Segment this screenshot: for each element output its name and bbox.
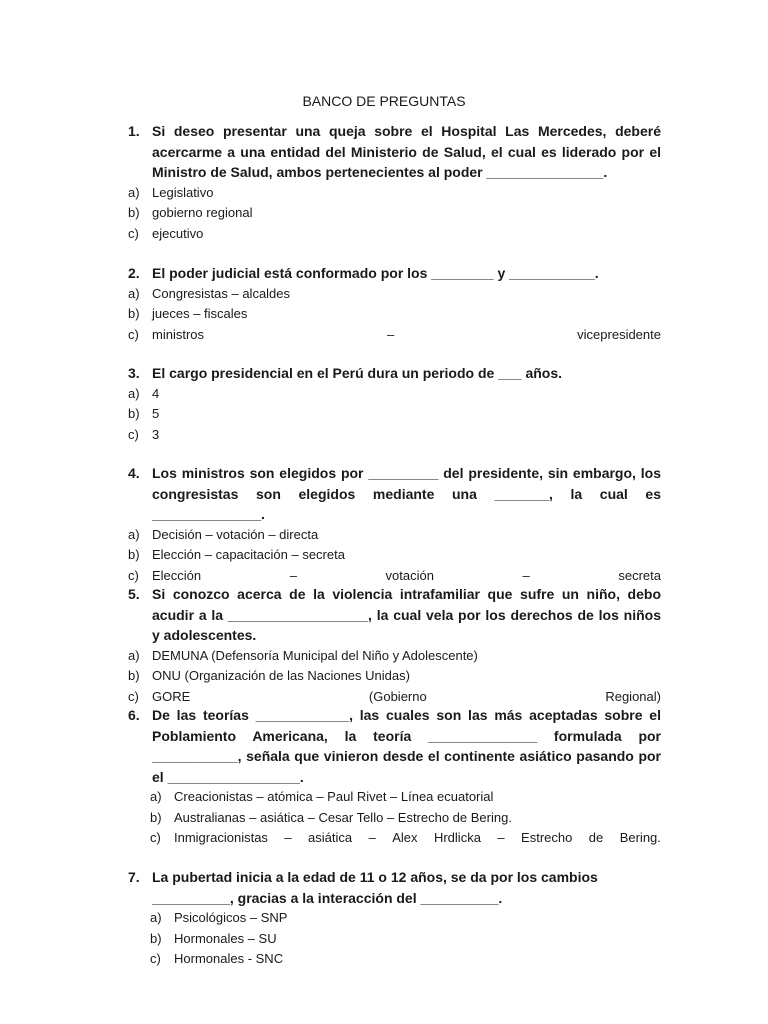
question-1 [128,121,661,244]
option-c [128,566,661,587]
question-number: 1. [128,123,140,139]
option-text: Elección – capacitación – secreta [152,547,345,562]
question-2 [128,263,661,345]
option-text: Legislativo [152,184,214,200]
option-letter: c) [128,688,139,704]
option-letter: c) [150,830,161,845]
option-letter: b) [128,406,140,421]
option-a [128,183,661,204]
option-text: Hormonales - SNC [174,951,284,966]
option-text: Congresistas – alcaldes [152,285,291,301]
option-text: Creacionistas – atómica – Paul Rivet – Línea ecuatorial [174,789,494,804]
option-a [128,384,661,405]
question-4 [128,463,661,586]
option-b [128,203,661,224]
option-c [128,224,661,245]
question-number: 6. [128,707,140,723]
option-b [128,666,661,687]
question-3 [128,363,661,445]
option-letter: c) [128,567,139,583]
option-letter: b) [150,809,162,825]
option-letter: b) [128,668,140,683]
question-number: 5. [128,586,140,602]
option-b [128,545,661,566]
option-letter: a) [128,526,140,542]
option-c [128,828,661,849]
question-text: 1. Si deseo presentar una queja sobre el Hospital Las Mercedes, deberé acercarme a una entidad del Ministerio de Salud, el cual es liderado por el Ministro de Salud, ambos pertenecientes al poder _______________. [128,123,661,180]
option-text: 5 [152,406,160,421]
option-b [128,404,661,425]
option-letter: b) [128,306,140,321]
option-text: 3 [152,426,160,442]
option-letter: b) [150,930,162,946]
option-letter: a) [128,184,140,200]
option-letter: a) [150,910,162,925]
option-text: DEMUNA (Defensoría Municipal del Niño y Adolescente) [152,647,478,663]
option-a [128,525,661,546]
document-title: BANCO DE PREGUNTAS [302,93,466,109]
option-letter: b) [128,547,140,562]
option-a [128,908,661,929]
option-letter: c) [128,225,139,241]
question-text: 7. La pubertad inicia a la edad de 11 o 12 años, se da por los cambios __________, gracias a la interacción del __________. [128,869,598,906]
option-text: Hormonales – SU [174,930,277,946]
option-c [128,949,661,970]
option-letter: b) [128,205,140,220]
option-text: Decisión – votación – directa [152,526,319,542]
option-c [128,325,661,346]
option-text: Elección – votación – secreta [152,567,661,583]
option-text: ONU (Organización de las Naciones Unidas) [152,668,410,683]
option-b [128,808,661,829]
question-number: 7. [128,869,140,885]
option-b [128,929,661,950]
question-text: 6. De las teorías ____________, las cuales son las más aceptadas sobre el Poblamiento Americana, la teoría ______________ formulada por ___________, señala que vinieron desde el continente asiático pasando por el _________________. [128,707,661,785]
question-7 [128,867,661,970]
option-c [128,425,661,446]
option-letter: c) [150,951,161,966]
question-number: 2. [128,265,140,281]
question-text: 2. El poder judicial está conformado por los ________ y ___________. [128,263,661,284]
option-text: GORE (Gobierno Regional) [152,688,661,704]
option-letter: a) [128,285,140,301]
option-c [128,687,661,708]
option-a [128,646,661,667]
option-a [128,284,661,305]
option-text: ministros – vicepresidente [152,326,661,342]
question-6 [128,705,661,849]
option-text: Psicológicos – SNP [174,910,288,925]
option-text: 4 [152,385,160,401]
option-a [128,787,661,808]
question-number: 4. [128,465,140,481]
option-letter: a) [150,789,162,804]
question-number: 3. [128,365,140,381]
option-text: ejecutivo [152,225,204,241]
option-b [128,304,661,325]
option-letter: a) [128,385,140,401]
option-letter: a) [128,647,140,663]
option-text: jueces – fiscales [152,306,248,321]
option-letter: c) [128,326,139,342]
question-text: 5. Si conozco acerca de la violencia intrafamiliar que sufre un niño, debo acudir a la __________________, la cual vela por los derechos de los niños y adolescentes. [128,586,661,643]
option-text: Australianas – asiática – Cesar Tello – Estrecho de Bering. [174,809,512,825]
question-5 [128,584,661,707]
option-letter: c) [128,426,139,442]
question-text: 3. El cargo presidencial en el Perú dura un periodo de ___ años. [128,363,661,384]
question-text: 4. Los ministros son elegidos por _________ del presidente, sin embargo, los congresistas son elegidos mediante una _______, la cual es ______________. [128,465,661,522]
option-text: Inmigracionistas – asiática – Alex Hrdlicka – Estrecho de Bering. [174,830,661,845]
option-text: gobierno regional [152,205,253,220]
